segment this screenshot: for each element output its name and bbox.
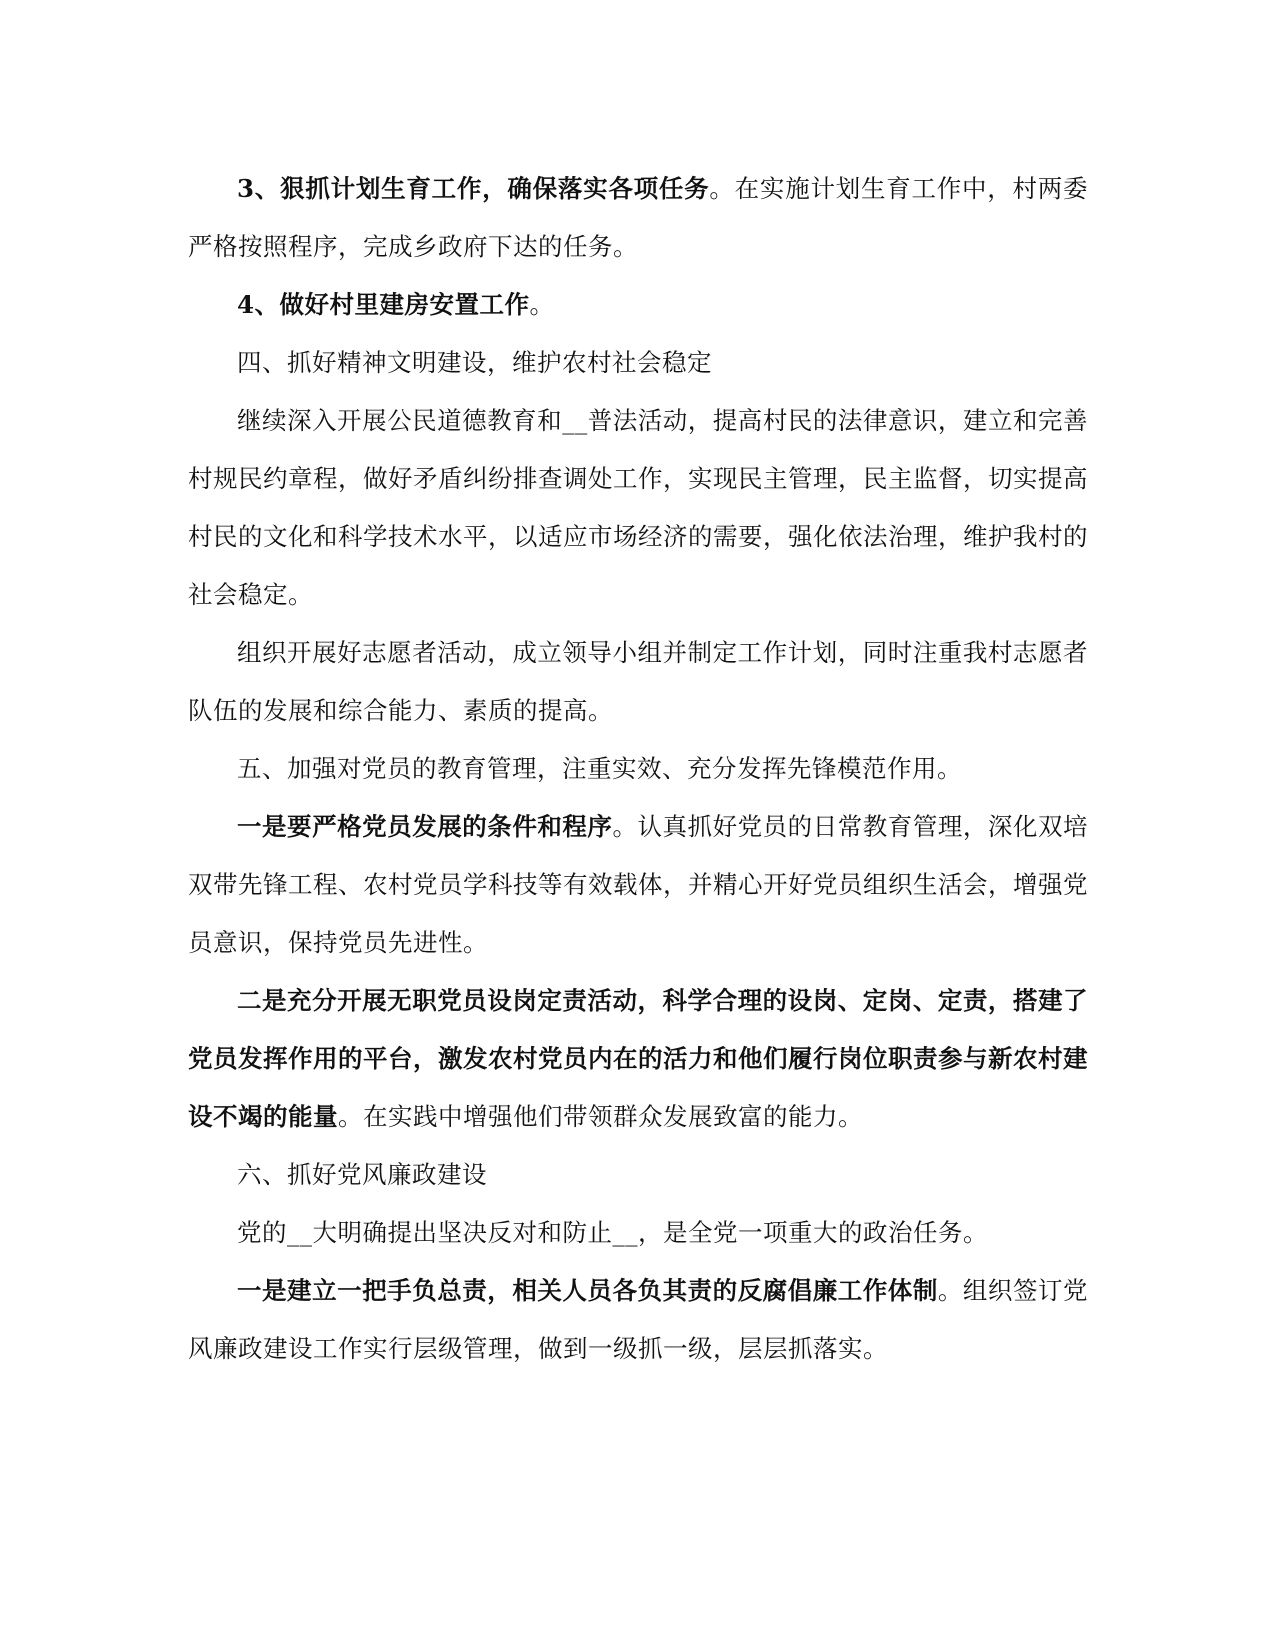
paragraph-party-congress <box>188 1204 1088 1262</box>
paragraph-lead: 一是要严格党员发展的条件和程序 <box>237 812 613 841</box>
paragraph-text: 继续深入开展公民道德教育和__普法活动，提高村民的法律意识，建立和完善村规民约章程，做好矛盾纠纷排查调处工作，实现民主管理，民主监督，切实提高村民的文化和科学技术水平，以适应市场经济的需要，强化依法治理，维护我村的社会稳定。 <box>188 406 1088 609</box>
paragraph-family-planning <box>188 160 1088 276</box>
paragraph-volunteers <box>188 624 1088 740</box>
section-heading-5 <box>188 740 1088 798</box>
paragraph-text: 。 <box>529 290 555 319</box>
paragraph-text: 党的__大明确提出坚决反对和防止__，是全党一项重大的政治任务。 <box>237 1218 988 1247</box>
paragraph-text: 组织开展好志愿者活动，成立领导小组并制定工作计划，同时注重我村志愿者队伍的发展和综合能力、素质的提高。 <box>188 638 1088 725</box>
paragraph-lead: 4、做好村里建房安置工作 <box>237 290 530 319</box>
heading-text: 四、抓好精神文明建设，维护农村社会稳定 <box>237 348 712 377</box>
paragraph-text: 。组织签订党风廉政建设工作实行层级管理，做到一级抓一级，层层抓落实。 <box>188 1276 1089 1363</box>
paragraph-housing <box>188 276 1088 334</box>
section-heading-6 <box>188 1146 1088 1204</box>
paragraph-member-development <box>188 798 1088 972</box>
paragraph-lead: 一是建立一把手负总责，相关人员各负其责的反腐倡廉工作体制 <box>237 1276 938 1305</box>
paragraph-lead: 二是充分开展无职党员设岗定责活动，科学合理的设岗、定岗、定责，搭建了党员发挥作用的平台，激发农村党员内在的活力和他们履行岗位职责参与新农村建设不竭的能量 <box>188 986 1088 1131</box>
paragraph-moral-education <box>188 392 1088 624</box>
paragraph-text: 。在实践中增强他们带领群众发展致富的能力。 <box>338 1102 863 1131</box>
paragraph-lead: 3、狠抓计划生育工作，确保落实各项任务 <box>237 174 710 203</box>
heading-text: 五、加强对党员的教育管理，注重实效、充分发挥先锋模范作用。 <box>237 754 962 783</box>
paragraph-text: 。在实施计划生育工作中，村两委严格按照程序，完成乡政府下达的任务。 <box>188 174 1089 261</box>
document-body <box>188 160 1088 1378</box>
paragraph-post-duties <box>188 972 1088 1146</box>
section-heading-4 <box>188 334 1088 392</box>
paragraph-anti-corruption <box>188 1262 1088 1378</box>
heading-text: 六、抓好党风廉政建设 <box>237 1160 487 1189</box>
paragraph-text: 。认真抓好党员的日常教育管理，深化双培双带先锋工程、农村党员学科技等有效载体，并精心开好党员组织生活会，增强党员意识，保持党员先进性。 <box>188 812 1088 957</box>
